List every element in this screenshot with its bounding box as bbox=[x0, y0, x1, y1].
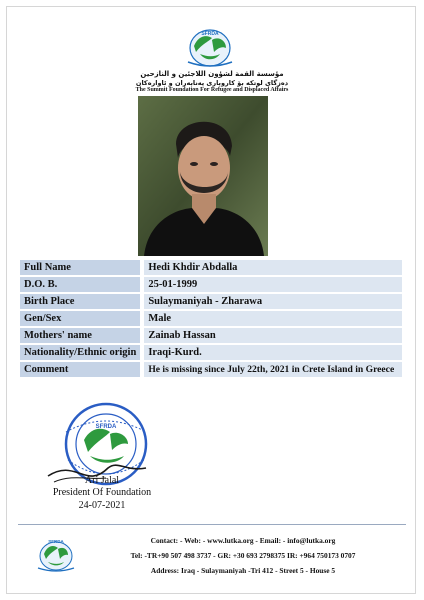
footer-divider bbox=[18, 524, 406, 525]
table-row bbox=[20, 345, 402, 360]
footer-address: Address: Iraq - Sulaymaniyah -Tri 412 - Street 5 - House 5 bbox=[150, 566, 336, 575]
table-row bbox=[20, 328, 402, 343]
footer-contact: Contact: - Web: - www.lutka.org - Email: - info@lutka.org bbox=[150, 536, 336, 545]
logo-text: SFRDA bbox=[201, 31, 219, 37]
field-label: Gen/Sex bbox=[20, 311, 140, 326]
table-row bbox=[20, 277, 402, 292]
field-label: Mothers' name bbox=[20, 328, 140, 343]
table-row bbox=[20, 260, 402, 275]
table-row bbox=[20, 294, 402, 309]
signatory-name: Ari Jalal bbox=[84, 475, 120, 486]
field-value: Male bbox=[140, 311, 402, 326]
field-value: 25-01-1999 bbox=[140, 277, 402, 292]
field-value: Sulaymaniyah - Zharawa bbox=[140, 294, 402, 309]
field-value: Hedi Khdir Abdalla bbox=[140, 260, 402, 275]
org-name-kurdish: دەزگای لوتکە بۆ کاروباری پەنابەران و ئاوارەکان bbox=[135, 79, 289, 87]
table-row bbox=[20, 311, 402, 326]
footer-logo-text: SFRDA bbox=[48, 539, 64, 544]
field-value: He is missing since July 22th, 2021 in Crete Island in Greece bbox=[140, 362, 402, 377]
field-label: D.O. B. bbox=[20, 277, 140, 292]
footer-logo-icon bbox=[32, 534, 80, 574]
field-value: Zainab Hassan bbox=[140, 328, 402, 343]
personal-info-table bbox=[20, 258, 402, 379]
field-label: Comment bbox=[20, 362, 140, 377]
org-name-english: The Summit Foundation For Refugee and Displaced Affairs bbox=[135, 87, 289, 93]
field-value: Iraqi-Kurd. bbox=[140, 345, 402, 360]
table-row bbox=[20, 362, 402, 377]
org-name-arabic: مؤسسة القمة لشؤون اللاجئين و النازحين bbox=[140, 70, 284, 78]
field-label: Full Name bbox=[20, 260, 140, 275]
signature-date: 24-07-2021 bbox=[78, 500, 126, 511]
seal-text: SFRDA bbox=[95, 424, 117, 430]
person-photo bbox=[138, 96, 268, 256]
signatory-title: President Of Foundation bbox=[52, 487, 152, 498]
foundation-logo-icon bbox=[182, 26, 238, 68]
footer-phones: Tel: -TR+90 507 498 3737 - GR: +30 693 2798375 IR: +964 750173 0707 bbox=[130, 551, 356, 560]
field-label: Birth Place bbox=[20, 294, 140, 309]
field-label: Nationality/Ethnic origin bbox=[20, 345, 140, 360]
